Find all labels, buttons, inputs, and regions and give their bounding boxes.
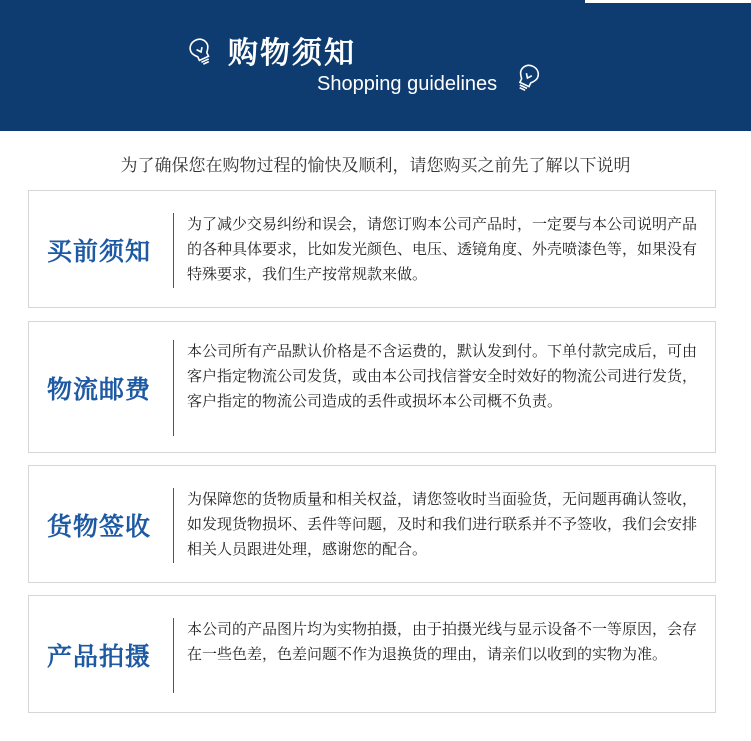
card-title: 买前须知 bbox=[47, 237, 152, 266]
card-text: 为了减少交易纠纷和误会，请您订购本公司产品时，一定要与本公司说明产品的各种具体要求，比如发光颜色、电压、透镜角度、外壳喷漆色等，如果没有特殊要求，我们生产按常规款来做。 bbox=[187, 215, 698, 283]
info-card bbox=[28, 465, 716, 583]
card-divider bbox=[173, 213, 174, 288]
info-card bbox=[28, 190, 716, 308]
info-card bbox=[28, 595, 716, 713]
page-title: 购物须知 bbox=[228, 36, 356, 71]
lightbulb-icon bbox=[188, 36, 214, 68]
card-title: 物流邮费 bbox=[47, 375, 152, 404]
card-divider bbox=[173, 340, 174, 436]
lightbulb-icon bbox=[512, 62, 542, 96]
card-title: 货物签收 bbox=[47, 512, 152, 541]
page-subtitle: Shopping guidelines bbox=[317, 73, 498, 95]
card-text: 本公司的产品图片均为实物拍摄，由于拍摄光线与显示设备不一等原因，会存在一些色差，色差问题不作为退换货的理由，请亲们以收到的实物为准。 bbox=[187, 620, 698, 663]
header-banner bbox=[0, 0, 751, 131]
intro-text: 为了确保您在购物过程的愉快及顺利，请您购买之前先了解以下说明 bbox=[120, 156, 631, 176]
card-divider bbox=[173, 618, 174, 693]
header-top-line bbox=[585, 0, 751, 3]
card-title: 产品拍摄 bbox=[47, 642, 152, 671]
card-text: 为保障您的货物质量和相关权益，请您签收时当面验货，无问题再确认签收，如发现货物损坏、丢件等问题，及时和我们进行联系并不予签收，我们会安排相关人员跟进处理，感谢您的配合。 bbox=[187, 490, 698, 558]
info-card bbox=[28, 321, 716, 453]
card-divider bbox=[173, 488, 174, 563]
card-text: 本公司所有产品默认价格是不含运费的，默认发到付。下单付款完成后，可由客户指定物流公司发货，或由本公司找信誉安全时效好的物流公司进行发货，客户指定的物流公司造成的丢件或损坏本公司概不负责。 bbox=[187, 342, 698, 410]
